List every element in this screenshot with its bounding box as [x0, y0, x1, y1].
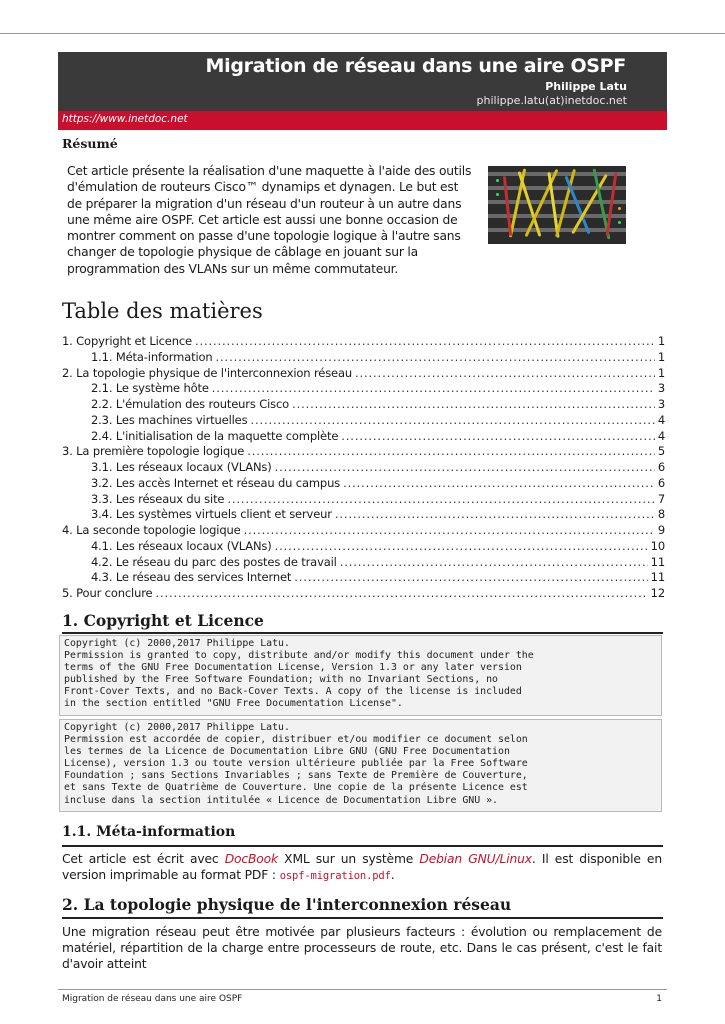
toc-entry-label: 3.3. Les réseaux du site: [91, 491, 225, 506]
network-rack-photo: [488, 166, 626, 244]
footer-rule: [58, 989, 667, 990]
meta-text-2: XML sur un système: [278, 852, 420, 866]
toc-leader-dots: [341, 429, 655, 443]
toc-leader-dots: [195, 334, 655, 348]
toc-entry-label: 5. Pour conclure: [62, 586, 153, 600]
toc-entry-page: 1: [657, 334, 665, 348]
footer-page-number: 1: [656, 994, 662, 1004]
toc-leader-dots: [155, 586, 647, 600]
abstract-text: Cet article présente la réalisation d'une maquette à l'aide des outils d'émulation de routeurs Cisco™ dynamips et dynagen. Le but est de préparer la migration d'un réseau d'un routeur à un autre dans une même aire OSPF. Cet article est aussi une bonne occasion de montrer comment on passe d'une topologie logique à l'autre sans changer de topologie physique de câblage en jouant sur la programmation des VLANs sur un même commutateur.: [67, 164, 472, 276]
toc-entry[interactable]: [91, 492, 665, 508]
toc-leader-dots: [244, 523, 655, 537]
toc-leader-dots: [294, 570, 647, 584]
top-rule: [0, 33, 725, 34]
toc-entry-page: 11: [650, 570, 665, 585]
toc-entry[interactable]: [62, 523, 665, 539]
meta-text-4: .: [390, 868, 395, 882]
section-1-1-rule: [62, 845, 663, 847]
toc-entry[interactable]: [91, 350, 665, 366]
toc-leader-dots: [216, 350, 655, 364]
document-title: Migration de réseau dans une aire OSPF: [205, 55, 626, 77]
toc-heading: Table des matières: [62, 299, 263, 323]
section-1-rule: [62, 632, 663, 634]
toc-entry[interactable]: [91, 460, 665, 476]
license-french-text: Copyright (c) 2000,2017 Philippe Latu. Permission est accordée de copier, distribuer et/ou modifier ce document selon les termes de la Licence de Documentation Libre GNU (GNU Free Documentation License), version 1.3 ou toute version ultérieure publiée par la Free Software Foundation ; sans Sections Invariables ; sans Texte de Première de Couverture, et sans Texte de Quatrième de Couverture. Une copie de la présente Licence est incluse dans la section intitulée « Licence de Documentation Libre GNU ».: [64, 722, 528, 806]
meta-text-1: Cet article est écrit avec: [62, 852, 225, 866]
section-1-1-heading: 1.1. Méta-information: [62, 824, 236, 840]
toc-entry[interactable]: [62, 366, 665, 382]
toc-entry-label: 1. Copyright et Licence: [62, 334, 192, 348]
toc-entry-label: 4.1. Les réseaux locaux (VLANs): [91, 538, 272, 553]
toc-entry[interactable]: [62, 586, 665, 602]
footer-title: Migration de réseau dans une aire OSPF: [62, 994, 243, 1004]
toc-leader-dots: [292, 397, 655, 411]
pdf-file-link[interactable]: ospf-migration.pdf: [279, 870, 391, 882]
toc-entry-label: 4.2. Le réseau du parc des postes de travail: [91, 554, 337, 569]
license-english-block: [59, 635, 662, 716]
toc-entry-label: 4. La seconde topologie logique: [62, 523, 241, 537]
toc-entry-page: 6: [657, 460, 665, 474]
section-2-paragraph: Une migration réseau peut être motivée par plusieurs facteurs : évolution ou remplacement de matériel, répartition de la charge entre processeurs de route, etc. Dans le cas présent, c'est le fait d'avoir atteint: [62, 925, 662, 971]
toc-entry-page: 12: [650, 586, 665, 600]
toc-entry-page: 3: [657, 397, 665, 411]
toc-entry-page: 7: [657, 491, 665, 506]
toc-entry-label: 2. La topologie physique de l'interconnexion réseau: [62, 365, 352, 380]
abstract-heading: Résumé: [62, 136, 118, 151]
author-email: philippe.latu(at)inetdoc.net: [476, 94, 627, 107]
toc-entry[interactable]: [62, 444, 665, 460]
url-band: [58, 111, 667, 130]
toc-entry-page: 9: [657, 523, 665, 537]
toc-entry-label: 2.2. L'émulation des routeurs Cisco: [91, 397, 290, 411]
toc-entry-label: 3.4. Les systèmes virtuels client et serveur: [91, 507, 332, 522]
toc-entry[interactable]: [91, 476, 665, 492]
toc-leader-dots: [250, 413, 654, 427]
toc-entry[interactable]: [62, 334, 665, 350]
section-1-heading: 1. Copyright et Licence: [62, 611, 264, 630]
toc-entry-page: 11: [650, 554, 665, 569]
document-header: [58, 52, 667, 111]
toc-entry-label: 3.1. Les réseaux locaux (VLANs): [91, 460, 272, 474]
toc-entry[interactable]: [91, 507, 665, 523]
site-url-link[interactable]: https://www.inetdoc.net: [62, 113, 188, 125]
toc-entry-label: 3.2. Les accès Internet et réseau du campus: [91, 475, 341, 490]
meta-text-3: . Il est disponible en version imprimable au format PDF :: [62, 852, 662, 882]
toc-entry[interactable]: [91, 570, 665, 586]
toc-entry-page: 8: [657, 507, 665, 522]
debian-link[interactable]: Debian GNU/Linux: [419, 852, 532, 866]
toc-leader-dots: [340, 555, 648, 569]
toc-leader-dots: [227, 492, 654, 506]
toc-entry-page: 5: [657, 444, 665, 459]
toc-entry-label: 2.4. L'initialisation de la maquette complète: [91, 428, 339, 443]
toc-entry-page: 3: [657, 381, 665, 396]
section-2-rule: [62, 917, 663, 919]
license-french-block: [59, 719, 662, 812]
toc-entry[interactable]: [91, 397, 665, 413]
toc-leader-dots: [275, 460, 655, 474]
toc-entry[interactable]: [91, 555, 665, 571]
toc-leader-dots: [247, 444, 655, 458]
section-2-heading: 2. La topologie physique de l'interconnexion réseau: [62, 895, 512, 914]
toc-entry-page: 1: [657, 349, 665, 364]
toc-leader-dots: [275, 539, 648, 553]
toc-entry-page: 1: [657, 365, 665, 380]
docbook-link[interactable]: DocBook: [224, 852, 278, 866]
toc-entry-page: 4: [657, 428, 665, 443]
toc-leader-dots: [355, 366, 655, 380]
toc-entry-label: 3. La première topologie logique: [62, 444, 245, 459]
toc-leader-dots: [335, 507, 655, 521]
toc-entry-label: 2.1. Le système hôte: [91, 381, 209, 396]
toc-entry-label: 4.3. Le réseau des services Internet: [91, 570, 292, 585]
toc-entry[interactable]: [91, 539, 665, 555]
toc-entry-page: 10: [650, 538, 665, 553]
toc-entry-label: 1.1. Méta-information: [91, 349, 213, 364]
meta-information-paragraph: [62, 851, 662, 884]
license-english-text: Copyright (c) 2000,2017 Philippe Latu. Permission is granted to copy, distribute and/or modify this document under the terms of the GNU Free Documentation License, Version 1.3 or any later version published by the Free Software Foundation; with no Invariant Sections, no Front-Cover Texts, and no Back-Cover Texts. A copy of the license is included in the section entitled "GNU Free Documentation License".: [64, 638, 534, 710]
toc-leader-dots: [212, 381, 655, 395]
author-name: Philippe Latu: [545, 80, 627, 93]
toc-entry-page: 4: [657, 412, 665, 427]
toc-entry[interactable]: [91, 429, 665, 445]
toc-entry[interactable]: [91, 381, 665, 397]
toc-entry-page: 6: [657, 475, 665, 490]
toc-entry[interactable]: [91, 413, 665, 429]
toc-entry-label: 2.3. Les machines virtuelles: [91, 412, 248, 427]
toc-leader-dots: [343, 476, 655, 490]
